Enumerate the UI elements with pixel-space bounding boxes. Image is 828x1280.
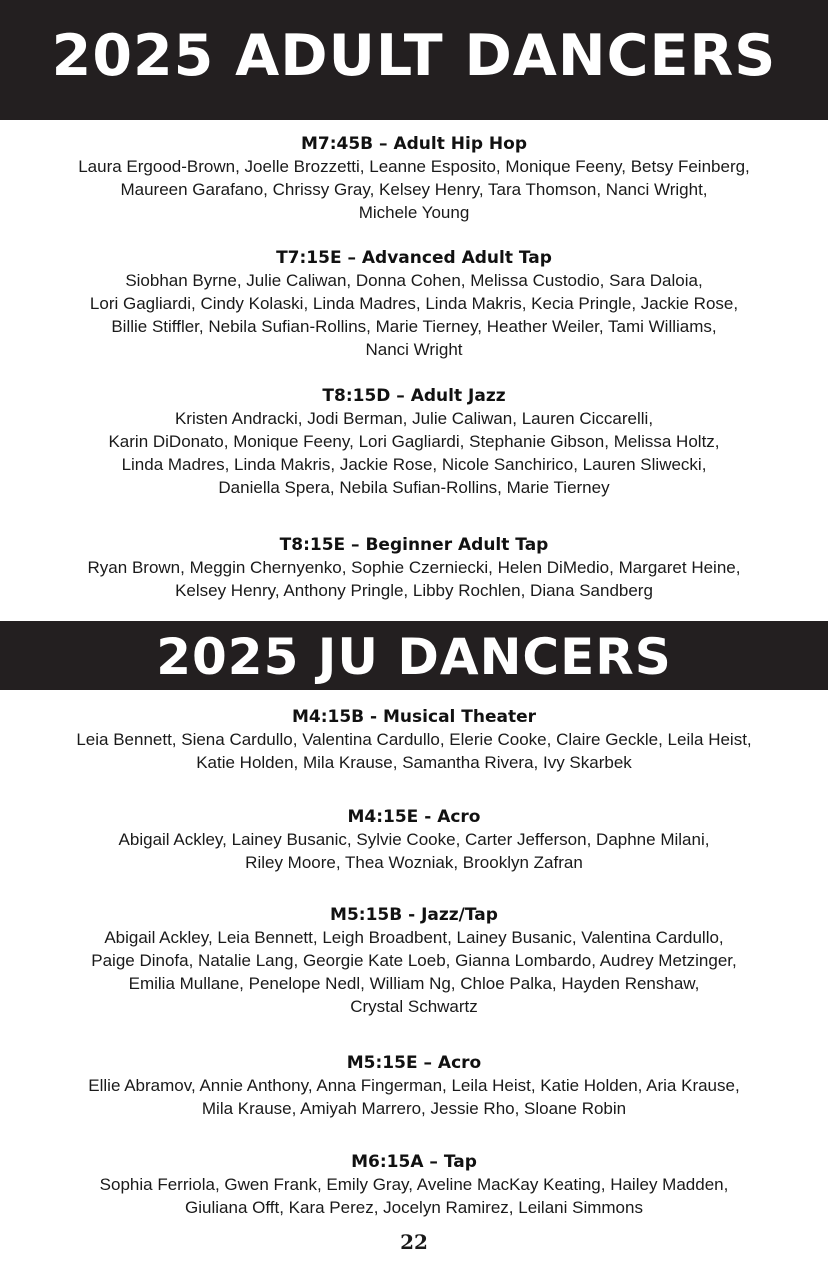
dancer-names	[0, 556, 828, 602]
ju-dancers-banner: 2025 JU DANCERS	[0, 621, 828, 690]
names-line: Mila Krause, Amiyah Marrero, Jessie Rho, Sloane Robin	[201, 1099, 627, 1118]
class-section-adult-jazz	[0, 385, 828, 499]
names-line: Leia Bennett, Siena Cardullo, Valentina Cardullo, Elerie Cooke, Claire Geckle, Leila Heist,	[76, 730, 752, 749]
dancer-names	[0, 728, 828, 774]
dancer-names	[0, 828, 828, 874]
dancer-names	[0, 407, 828, 499]
names-line: Paige Dinofa, Natalie Lang, Georgie Kate Loeb, Gianna Lombardo, Audrey Metzinger,	[91, 951, 737, 970]
dancer-names	[0, 1173, 828, 1219]
names-line: Billie Stiffler, Nebila Sufian-Rollins, Marie Tierney, Heather Weiler, Tami Williams,	[111, 317, 717, 336]
class-section-advanced-adult-tap	[0, 247, 828, 361]
names-line: Katie Holden, Mila Krause, Samantha Rivera, Ivy Skarbek	[196, 753, 632, 772]
adult-dancers-banner: 2025 ADULT DANCERS	[0, 0, 828, 120]
dancer-names	[0, 155, 828, 224]
names-line: Giuliana Offt, Kara Perez, Jocelyn Ramirez, Leilani Simmons	[185, 1198, 643, 1217]
names-line: Riley Moore, Thea Wozniak, Brooklyn Zafran	[245, 853, 583, 872]
class-section-acro-m4	[0, 806, 828, 874]
class-heading: M6:15A – Tap	[351, 1152, 477, 1172]
class-section-musical-theater	[0, 706, 828, 774]
names-line: Sophia Ferriola, Gwen Frank, Emily Gray, Aveline MacKay Keating, Hailey Madden,	[99, 1175, 729, 1194]
class-heading: M5:15E – Acro	[346, 1053, 482, 1073]
names-line: Kristen Andracki, Jodi Berman, Julie Caliwan, Lauren Ciccarelli,	[174, 409, 654, 428]
dancer-names	[0, 1074, 828, 1120]
names-line: Karin DiDonato, Monique Feeny, Lori Gagliardi, Stephanie Gibson, Melissa Holtz,	[108, 432, 720, 451]
names-line: Michele Young	[358, 203, 470, 222]
class-heading: M4:15E - Acro	[347, 807, 481, 827]
names-line: Maureen Garafano, Chrissy Gray, Kelsey Henry, Tara Thomson, Nanci Wright,	[120, 180, 708, 199]
class-section-tap	[0, 1151, 828, 1219]
names-line: Kelsey Henry, Anthony Pringle, Libby Rochlen, Diana Sandberg	[175, 581, 653, 600]
class-section-jazz-tap	[0, 904, 828, 1018]
class-section-adult-hip-hop	[0, 133, 828, 224]
names-line: Linda Madres, Linda Makris, Jackie Rose, Nicole Sanchirico, Lauren Sliwecki,	[121, 455, 707, 474]
names-line: Abigail Ackley, Lainey Busanic, Sylvie Cooke, Carter Jefferson, Daphne Milani,	[118, 830, 710, 849]
class-heading: M5:15B - Jazz/Tap	[330, 905, 498, 925]
class-heading: T8:15D – Adult Jazz	[322, 386, 506, 406]
names-line: Crystal Schwartz	[350, 997, 478, 1016]
names-line: Ellie Abramov, Annie Anthony, Anna Fingerman, Leila Heist, Katie Holden, Aria Krause,	[88, 1076, 740, 1095]
names-line: Lori Gagliardi, Cindy Kolaski, Linda Madres, Linda Makris, Kecia Pringle, Jackie Rose,	[89, 294, 739, 313]
names-line: Nanci Wright	[365, 340, 463, 359]
class-section-beginner-adult-tap	[0, 534, 828, 602]
class-heading: M4:15B - Musical Theater	[291, 707, 537, 727]
class-heading: M7:45B – Adult Hip Hop	[300, 134, 527, 154]
names-line: Ryan Brown, Meggin Chernyenko, Sophie Czerniecki, Helen DiMedio, Margaret Heine,	[87, 558, 741, 577]
dancer-names	[0, 926, 828, 1018]
names-line: Laura Ergood-Brown, Joelle Brozzetti, Leanne Esposito, Monique Feeny, Betsy Feinberg,	[78, 157, 750, 176]
class-heading: T8:15E – Beginner Adult Tap	[279, 535, 549, 555]
class-section-acro-m5	[0, 1052, 828, 1120]
names-line: Siobhan Byrne, Julie Caliwan, Donna Cohen, Melissa Custodio, Sara Daloia,	[125, 271, 703, 290]
names-line: Abigail Ackley, Leia Bennett, Leigh Broadbent, Lainey Busanic, Valentina Cardullo,	[104, 928, 724, 947]
dancer-names	[0, 269, 828, 361]
page-number: 22	[400, 1230, 428, 1254]
names-line: Daniella Spera, Nebila Sufian-Rollins, Marie Tierney	[218, 478, 610, 497]
names-line: Emilia Mullane, Penelope Nedl, William Ng, Chloe Palka, Hayden Renshaw,	[128, 974, 700, 993]
class-heading: T7:15E – Advanced Adult Tap	[276, 248, 552, 268]
